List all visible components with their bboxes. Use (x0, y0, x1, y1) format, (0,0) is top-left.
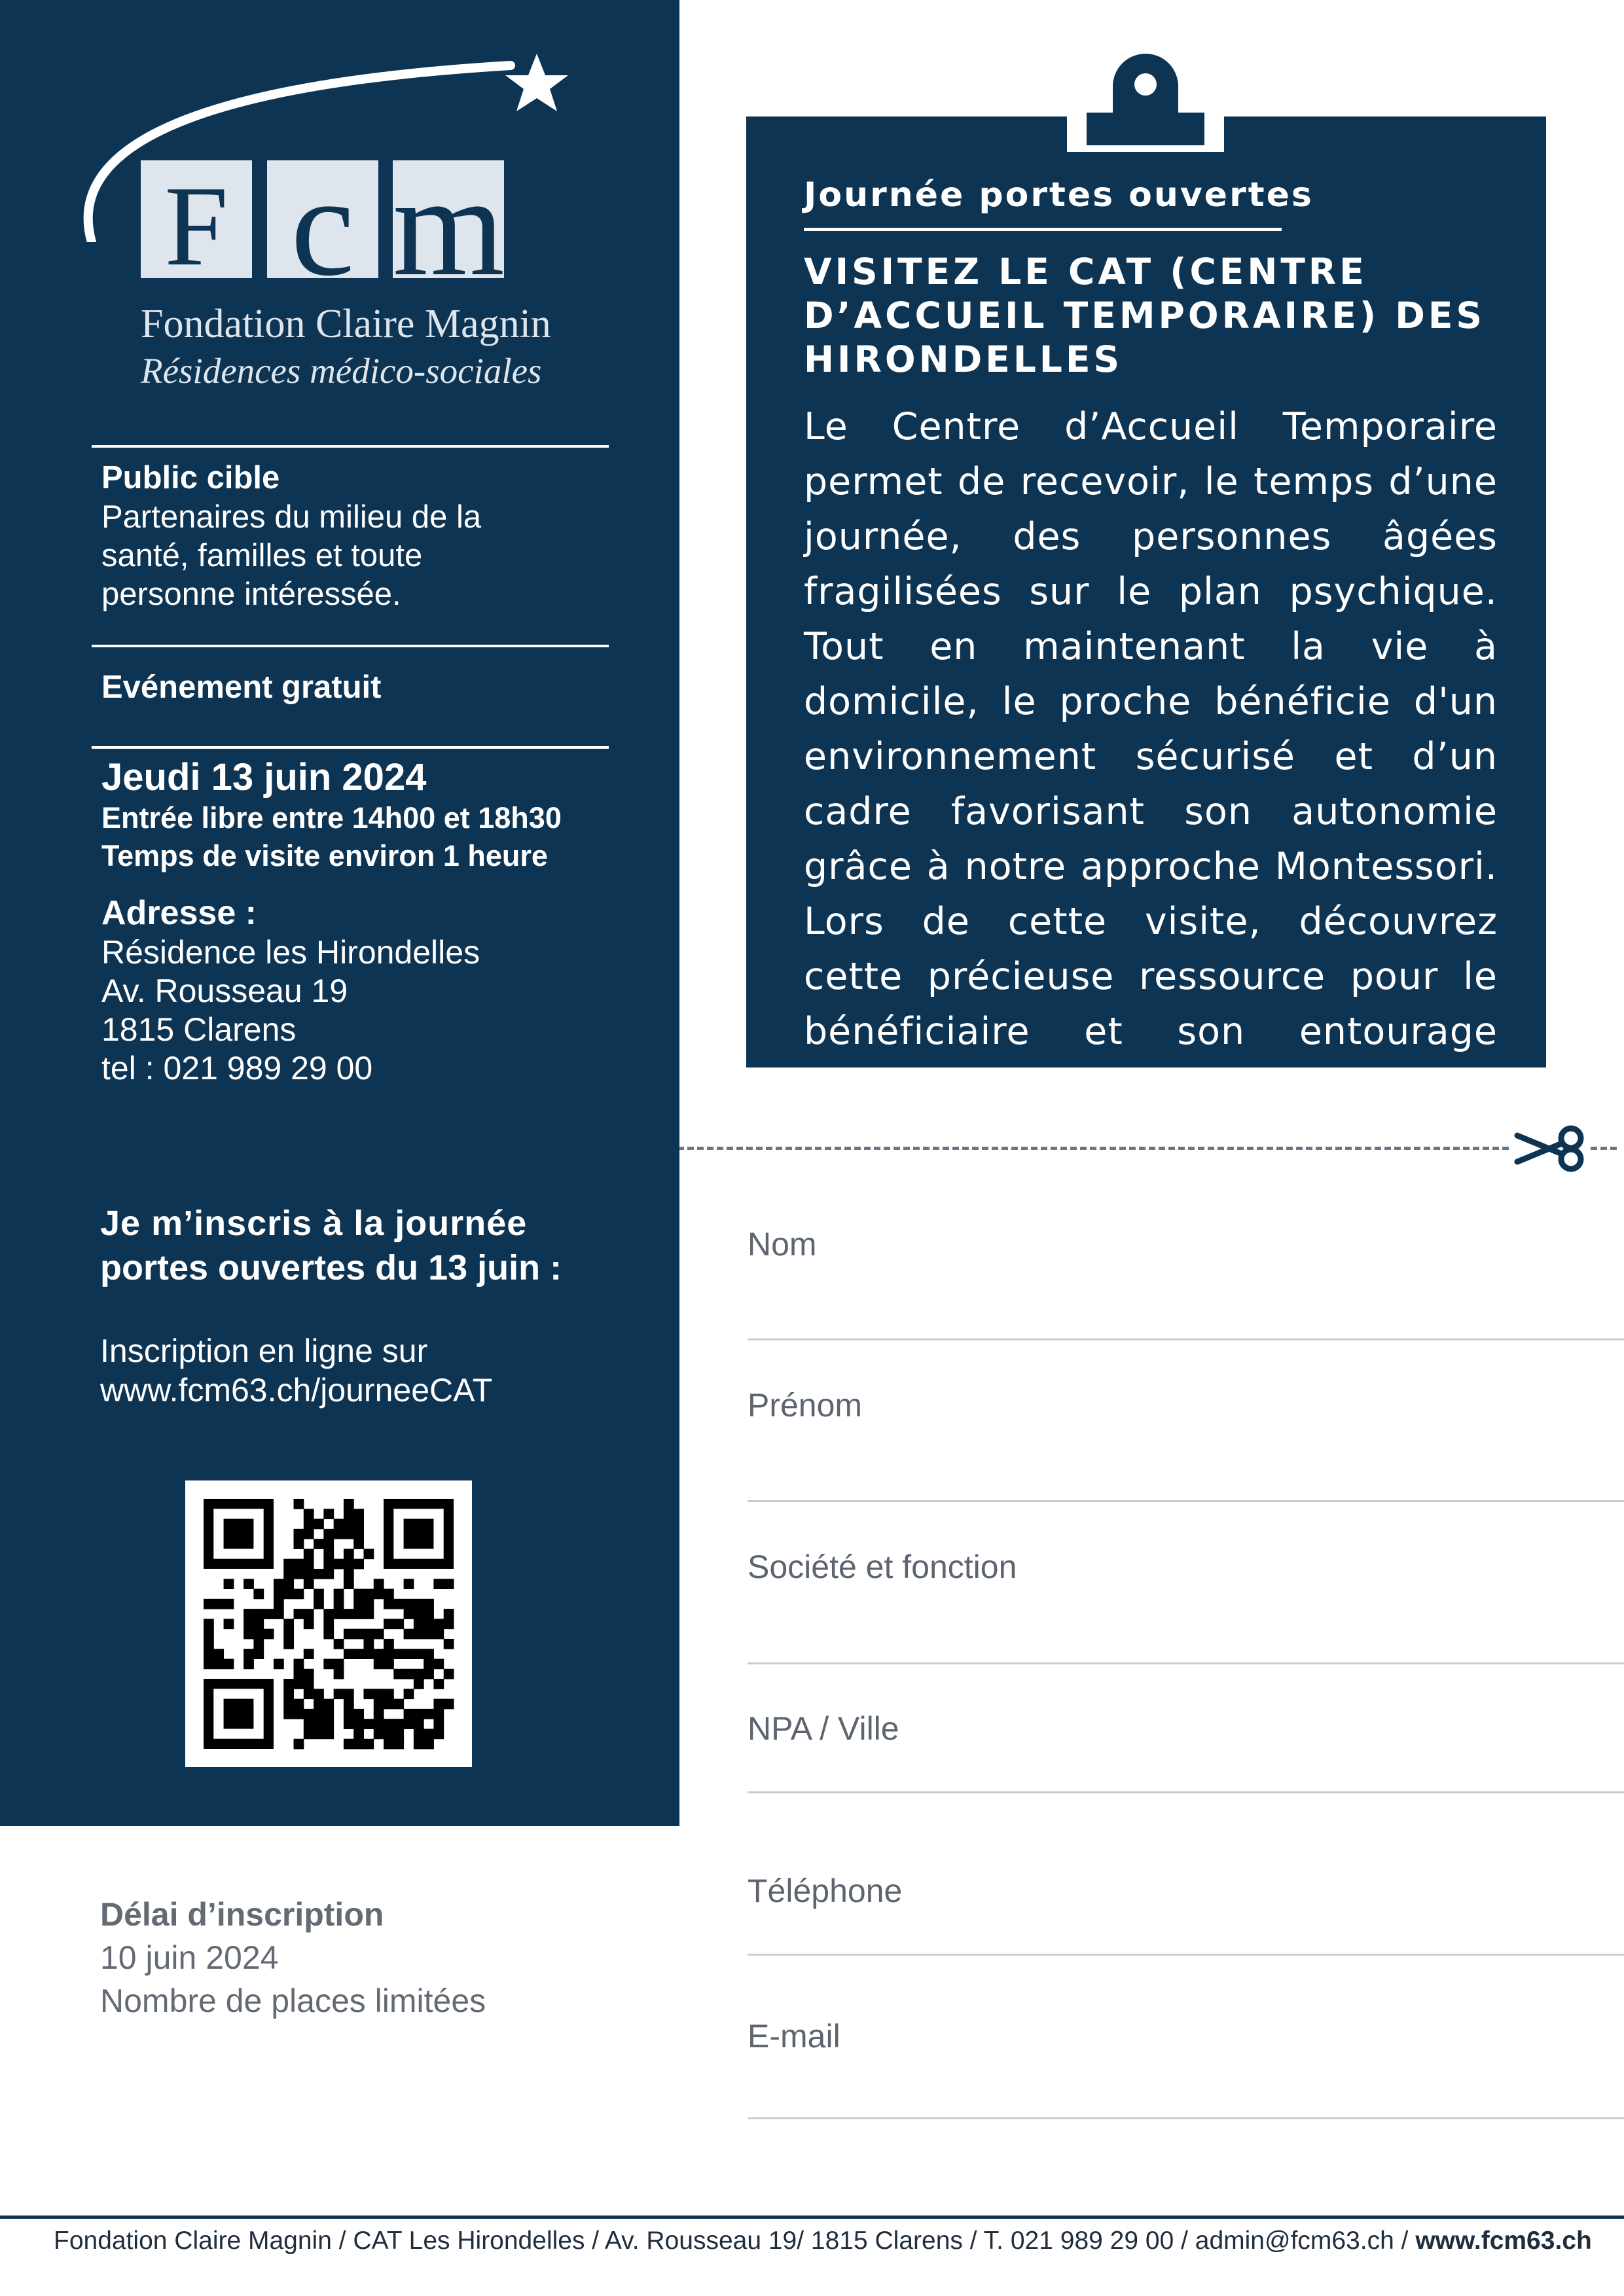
address-line: 1815 Clarens (101, 1011, 297, 1048)
signup-heading: portes ouvertes du 13 juin : (100, 1248, 562, 1287)
event-free: Evénement gratuit (101, 670, 382, 705)
logo-tagline: Résidences médico-sociales (141, 351, 542, 391)
form-label-telephone: Téléphone (748, 1873, 903, 1909)
address-line: Av. Rousseau 19 (101, 973, 348, 1009)
logo-letter-box-m (393, 146, 505, 306)
form-label-prenom: Prénom (748, 1387, 863, 1424)
deadline-note: Nombre de places limitées (100, 1982, 486, 2019)
address-heading: Adresse : (101, 894, 257, 932)
form-field-npa-ville[interactable] (748, 1791, 1624, 1793)
logo-letter-m: m (393, 146, 505, 306)
qr-code[interactable] (185, 1480, 472, 1767)
event-date: Jeudi 13 juin 2024 (101, 756, 427, 798)
footer-rule (0, 2215, 1624, 2219)
card-title-line: HIRONDELLES (804, 338, 1123, 380)
divider (92, 445, 609, 448)
scissors-icon (1511, 1122, 1589, 1175)
form-field-telephone[interactable] (748, 1954, 1624, 1956)
footer-website[interactable]: www.fcm63.ch (1415, 2227, 1592, 2255)
public-line: santé, familles et toute (101, 538, 423, 573)
signup-heading: Je m’inscris à la journée (100, 1204, 528, 1243)
footer (54, 2227, 1592, 2255)
signup-online-text: Inscription en ligne sur (100, 1333, 428, 1369)
logo-letter-box-c (267, 146, 378, 306)
clipboard-clip-icon (1067, 54, 1224, 149)
form-field-email[interactable] (748, 2117, 1624, 2119)
form-label-nom: Nom (748, 1226, 817, 1263)
divider (92, 746, 609, 749)
public-line: Partenaires du milieu de la (101, 499, 482, 535)
form-field-prenom[interactable] (748, 1500, 1624, 1502)
event-duration: Temps de visite environ 1 heure (101, 839, 548, 872)
divider (804, 228, 1282, 231)
card-title-line: D’ACCUEIL TEMPORAIRE) DES (804, 295, 1486, 336)
footer-text: Fondation Claire Magnin / CAT Les Hirondelles / Av. Rousseau 19/ 1815 Clarens / T. 021 989 29 00 / admin@fcm63.ch / (54, 2227, 1416, 2255)
card-title (804, 250, 1504, 382)
form-label-societe: Société et fonction (748, 1549, 1017, 1585)
public-line: personne intéressée. (101, 577, 401, 612)
card-eyebrow: Journée portes ouvertes (804, 175, 1314, 215)
logo-letter-c: c (291, 146, 355, 306)
logo-org-name: Fondation Claire Magnin (141, 302, 551, 346)
address-line: Résidence les Hirondelles (101, 934, 480, 971)
logo-letter-box-f (141, 160, 252, 289)
fcm-logo (79, 46, 602, 412)
form-field-nom[interactable] (748, 1338, 1624, 1340)
card-body: Le Centre d’Accueil Temporaire permet de recevoir, le temps d’une journée, des personnes âgées fragilisées sur le plan psychique. Tout en maintenant la vie à domicile, le proche bénéficie d'un environnement sécurisé et d’un cadre favorisant son autonomie grâce à notre approche Montessori. Lors de cette visite, découvrez cette précieuse ressource pour le bénéficiaire et son entourage familial. (804, 405, 1498, 1108)
form-label-npa-ville: NPA / Ville (748, 1710, 899, 1747)
deadline-date: 10 juin 2024 (100, 1939, 279, 1976)
logo-letter-f: F (164, 162, 228, 289)
star-icon (505, 54, 568, 111)
address-phone: tel : 021 989 29 00 (101, 1050, 373, 1086)
form-label-email: E-mail (748, 2018, 840, 2054)
deadline-heading: Délai d’inscription (100, 1896, 384, 1933)
signup-online-link[interactable]: www.fcm63.ch/journeeCAT (100, 1372, 493, 1408)
divider (92, 645, 609, 647)
card-title-line: VISITEZ LE CAT (CENTRE (804, 251, 1367, 293)
public-heading: Public cible (101, 460, 280, 495)
event-entry: Entrée libre entre 14h00 et 18h30 (101, 801, 562, 834)
form-field-societe[interactable] (748, 1662, 1624, 1664)
